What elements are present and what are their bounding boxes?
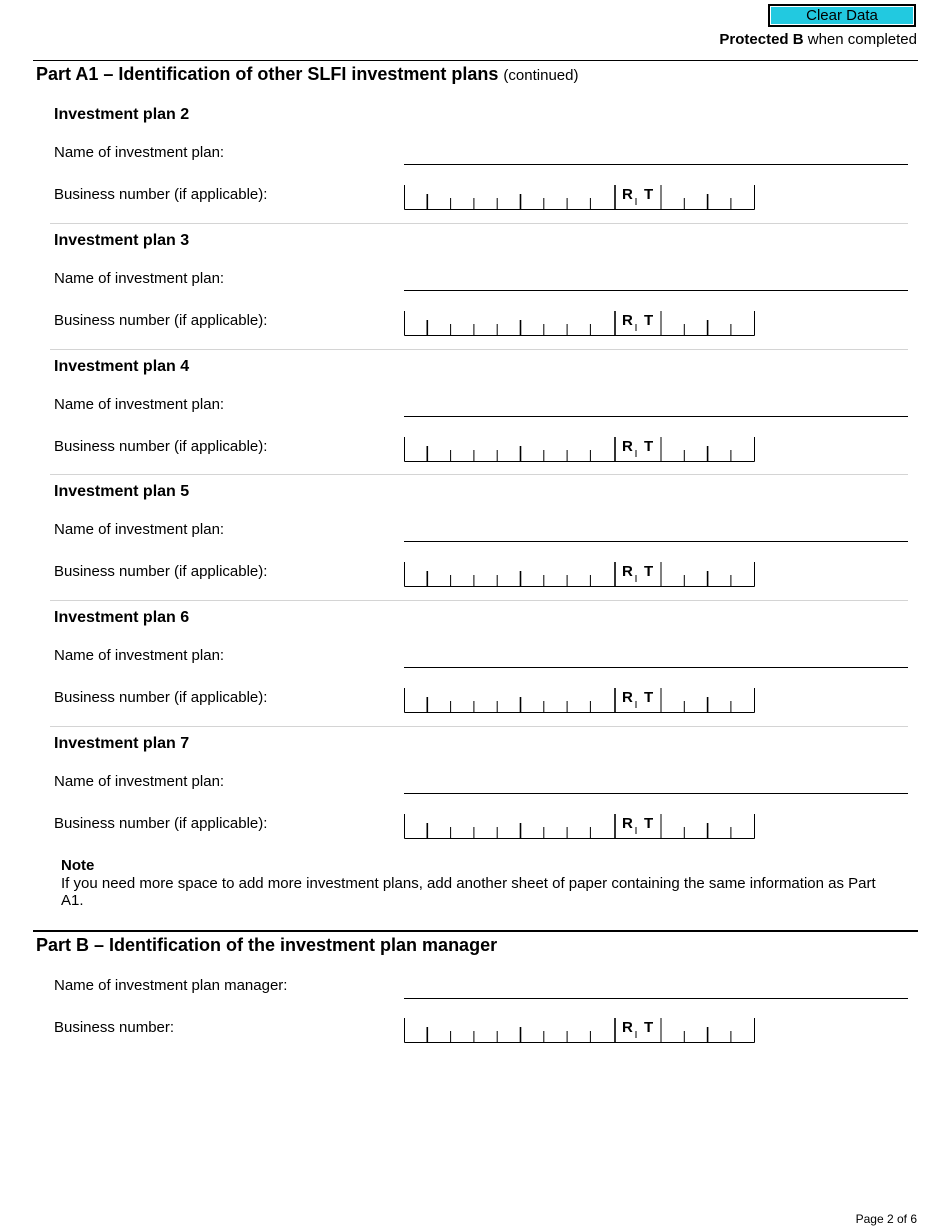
manager-bn-label: Business number: [54,1019,175,1036]
investment-plan-4-title: Investment plan 4 [54,358,190,375]
bn-comb [404,813,756,839]
bn-comb [404,687,756,713]
bn-letter-r: R [622,438,633,455]
bn-comb [404,561,756,587]
bn-letter-r: R [622,186,633,203]
plan-5-bn-field[interactable] [404,561,756,587]
plan-separator [50,474,908,475]
plan-name-label: Name of investment plan: [54,144,225,161]
plan-6-bn-field[interactable] [404,687,756,713]
plan-separator [50,223,908,224]
plan-bn-label: Business number (if applicable): [54,312,268,329]
bn-letter-t: T [644,312,654,329]
bn-letter-r: R [622,689,633,706]
plan-name-label: Name of investment plan: [54,396,225,413]
page-number: Page 2 of 6 [855,1212,917,1226]
plan-6-name-field[interactable] [404,667,908,668]
investment-plan-7-title: Investment plan 7 [54,735,190,752]
bn-letter-t: T [644,689,654,706]
part-b-top-rule [33,930,918,932]
clear-data-button[interactable]: Clear Data [768,4,916,27]
bn-letter-r: R [622,563,633,580]
investment-plan-2-title: Investment plan 2 [54,106,190,123]
protected-b-suffix: when completed [803,31,917,48]
plan-name-label: Name of investment plan: [54,773,225,790]
bn-letter-r: R [622,1019,633,1036]
investment-plan-5-title: Investment plan 5 [54,483,190,500]
protected-b-notice [719,31,917,48]
bn-letter-t: T [644,186,654,203]
plan-5-name-field[interactable] [404,541,908,542]
investment-plan-6-title: Investment plan 6 [54,609,190,626]
bn-comb [404,1017,756,1043]
part-a1-title [36,64,578,85]
plan-3-bn-field[interactable] [404,310,756,336]
plan-7-name-field[interactable] [404,793,908,794]
bn-letter-t: T [644,815,654,832]
plan-bn-label: Business number (if applicable): [54,815,268,832]
plan-separator [50,349,908,350]
bn-comb [404,310,756,336]
plan-bn-label: Business number (if applicable): [54,438,268,455]
plan-separator [50,600,908,601]
plan-7-bn-field[interactable] [404,813,756,839]
plan-4-bn-field[interactable] [404,436,756,462]
plan-4-name-field[interactable] [404,416,908,417]
bn-letter-r: R [622,312,633,329]
part-a1-top-rule [33,60,918,61]
bn-letter-r: R [622,815,633,832]
plan-separator [50,726,908,727]
part-a1-continued: (continued) [503,67,579,84]
note-text: If you need more space to add more investment plans, add another sheet of paper containing the same information as Part A1. [61,875,876,909]
plan-bn-label: Business number (if applicable): [54,186,268,203]
plan-bn-label: Business number (if applicable): [54,563,268,580]
plan-name-label: Name of investment plan: [54,647,225,664]
note-title: Note [61,857,95,874]
plan-2-bn-field[interactable] [404,184,756,210]
plan-3-name-field[interactable] [404,290,908,291]
plan-bn-label: Business number (if applicable): [54,689,268,706]
manager-bn-field[interactable] [404,1017,756,1043]
bn-comb [404,436,756,462]
plan-name-label: Name of investment plan: [54,270,225,287]
investment-plan-3-title: Investment plan 3 [54,232,190,249]
plan-2-name-field[interactable] [404,164,908,165]
manager-name-field[interactable] [404,998,908,999]
protected-b-label: Protected B [719,31,804,48]
bn-letter-t: T [644,563,654,580]
plan-name-label: Name of investment plan: [54,521,225,538]
bn-letter-t: T [644,438,654,455]
part-b-title: Part B – Identification of the investment plan manager [36,935,498,955]
manager-name-label: Name of investment plan manager: [54,977,288,994]
bn-letter-t: T [644,1019,654,1036]
part-a1-title-text: Part A1 – Identification of other SLFI investment plans [36,64,499,84]
bn-comb [404,184,756,210]
